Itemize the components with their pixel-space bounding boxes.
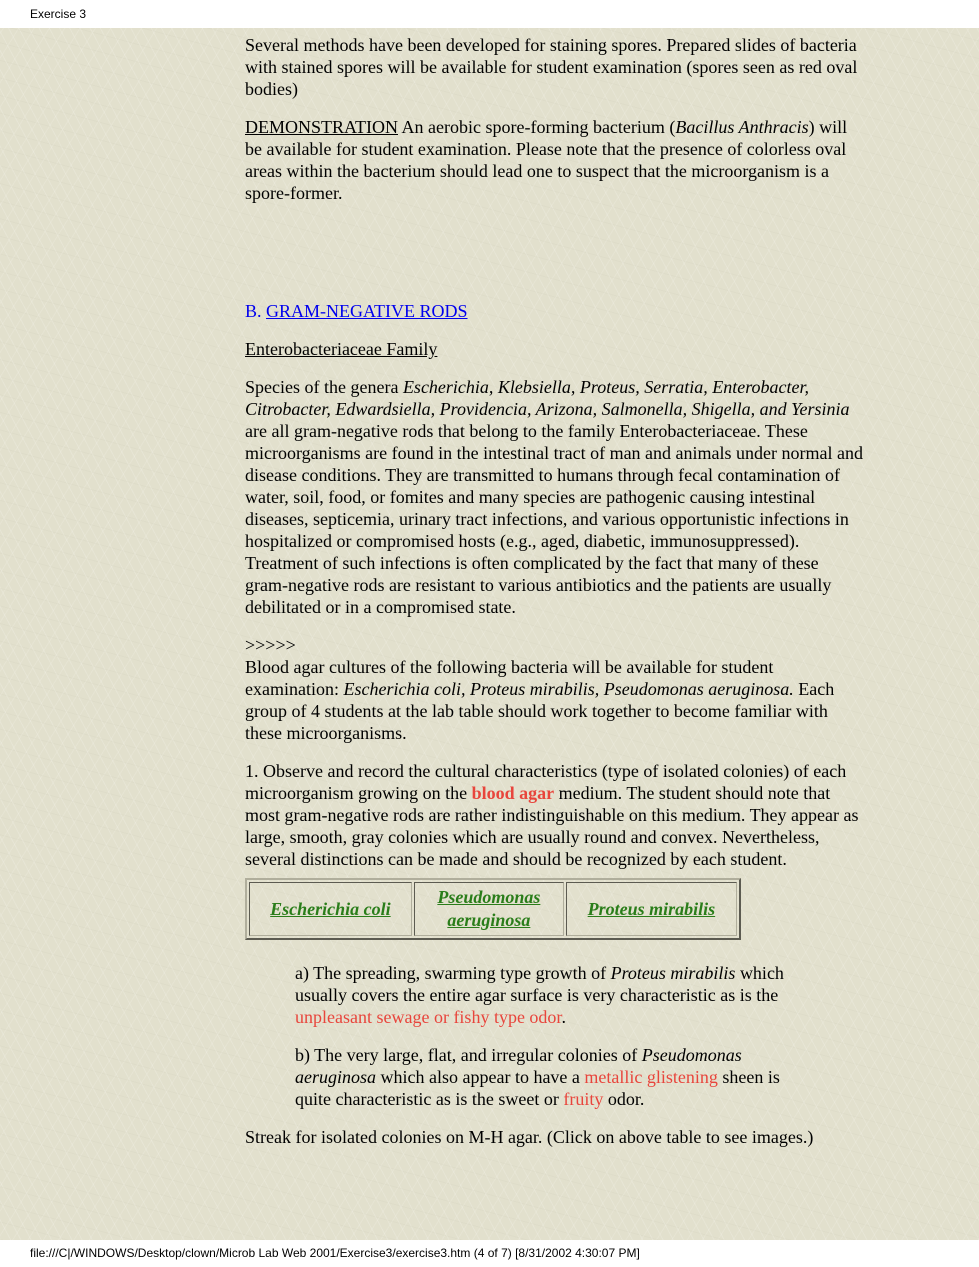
cultures-paragraph: >>>>> Blood agar cultures of the following bacteria will be available for student examination: Escherichia coli, Proteus mirabilis, Pseudomonas aeruginosa. Each group of 4 students at the lab table should work together to become familiar with these microorganisms. [245,635,835,743]
document-content [245,34,865,1164]
footer-path: file:///C|/WINDOWS/Desktop/clown/Microb Lab Web 2001/Exercise3/exercise3.htm (4 of 7) [8/31/2002 4:30:07 PM] [30,1246,640,1260]
note-b: b) The very large, flat, and irregular colonies of Pseudomonas aeruginosa which also appear to have a metallic glistening sheen is quite characteristic as is the sweet or fruity odor. [295,1045,780,1109]
family-heading: Enterobacteriaceae Family [245,339,438,359]
gram-negative-rods-link[interactable]: GRAM-NEGATIVE RODS [266,301,468,321]
page-footer [0,1240,979,1267]
table-cell [249,882,412,936]
table-row [249,882,737,936]
streak-paragraph: Streak for isolated colonies on M-H agar. (Click on above table to see images.) [245,1127,814,1147]
organism-table [245,878,741,940]
arrow-marker: >>>>> [245,635,296,655]
genera-paragraph: Species of the genera Escherichia, Klebsiella, Proteus, Serratia, Enterobacter, Citrobacter, Edwardsiella, Providencia, Arizona, Salmonella, Shigella, and Yersinia are all gram-negative rods that belong to the family Enterobacteriaceae. These microorganisms are found in the intestinal tract of man and animals under normal and disease conditions. They are transmitted to humans through fecal contamination of water, soil, food, or fomites and many species are pathogenic causing intestinal diseases, septicemia, urinary tract infections, and various opportunistic infections in hospitalized or compromised hosts (e.g., aged, diabetic, immunosuppressed). Treatment of such infections is often complicated by the fact that many of these gram-negative rods are resistant to various antibiotics and the patients are usually debilitated or in a compromised state. [245,377,863,617]
sheen-text: metallic glistening [584,1067,718,1087]
demonstration-paragraph: DEMONSTRATION An aerobic spore-forming bacterium (Bacillus Anthracis) will be available for student examination. Please note that the presence of colorless oval areas within the bacterium should lead one to suspect that the microorganism is a spore-former. [245,117,848,203]
fruity-text: fruity [563,1089,604,1109]
document-page [0,28,979,1240]
escherichia-coli-link[interactable]: Escherichia coli [270,898,391,919]
section-heading: B. GRAM-NEGATIVE RODS [245,301,468,321]
organism-name: Bacillus Anthracis [675,117,809,137]
organism-list: Escherichia coli, Proteus mirabilis, Pseudomonas aeruginosa. [343,679,794,699]
observe-paragraph: 1. Observe and record the cultural characteristics (type of isolated colonies) of each microorganism growing on the blood agar medium. The student should note that most gram-negative rods are rather indistinguishable on this medium. They appear as large, smooth, gray colonies which are usually round and convex. Nevertheless, several distinctions can be made and should be recognized by each student. [245,761,859,869]
spores-paragraph: Several methods have been developed for staining spores. Prepared slides of bacteria with stained spores will be available for student examination (spores seen as red oval bodies) [245,35,858,99]
blood-agar-text: blood agar [471,783,555,803]
proteus-mirabilis-link[interactable]: Proteus mirabilis [587,898,716,919]
demonstration-label: DEMONSTRATION [245,117,398,137]
pseudomonas-aeruginosa-link[interactable]: Pseudomonas aeruginosa [437,887,541,930]
note-a: a) The spreading, swarming type growth of Proteus mirabilis which usually covers the entire agar surface is very characteristic as is the unpleasant sewage or fishy type odor. [295,963,784,1027]
table-cell [566,882,737,936]
page-header [0,0,979,28]
genera-list: Escherichia, Klebsiella, Proteus, Serratia, Enterobacter, Citrobacter, Edwardsiella, Providencia, Arizona, Salmonella, Shigella, and Yersinia [245,377,850,419]
header-title: Exercise 3 [30,7,87,21]
table-cell [414,882,564,936]
odor-text: unpleasant sewage or fishy type odor [295,1007,562,1027]
spacer [245,220,865,300]
